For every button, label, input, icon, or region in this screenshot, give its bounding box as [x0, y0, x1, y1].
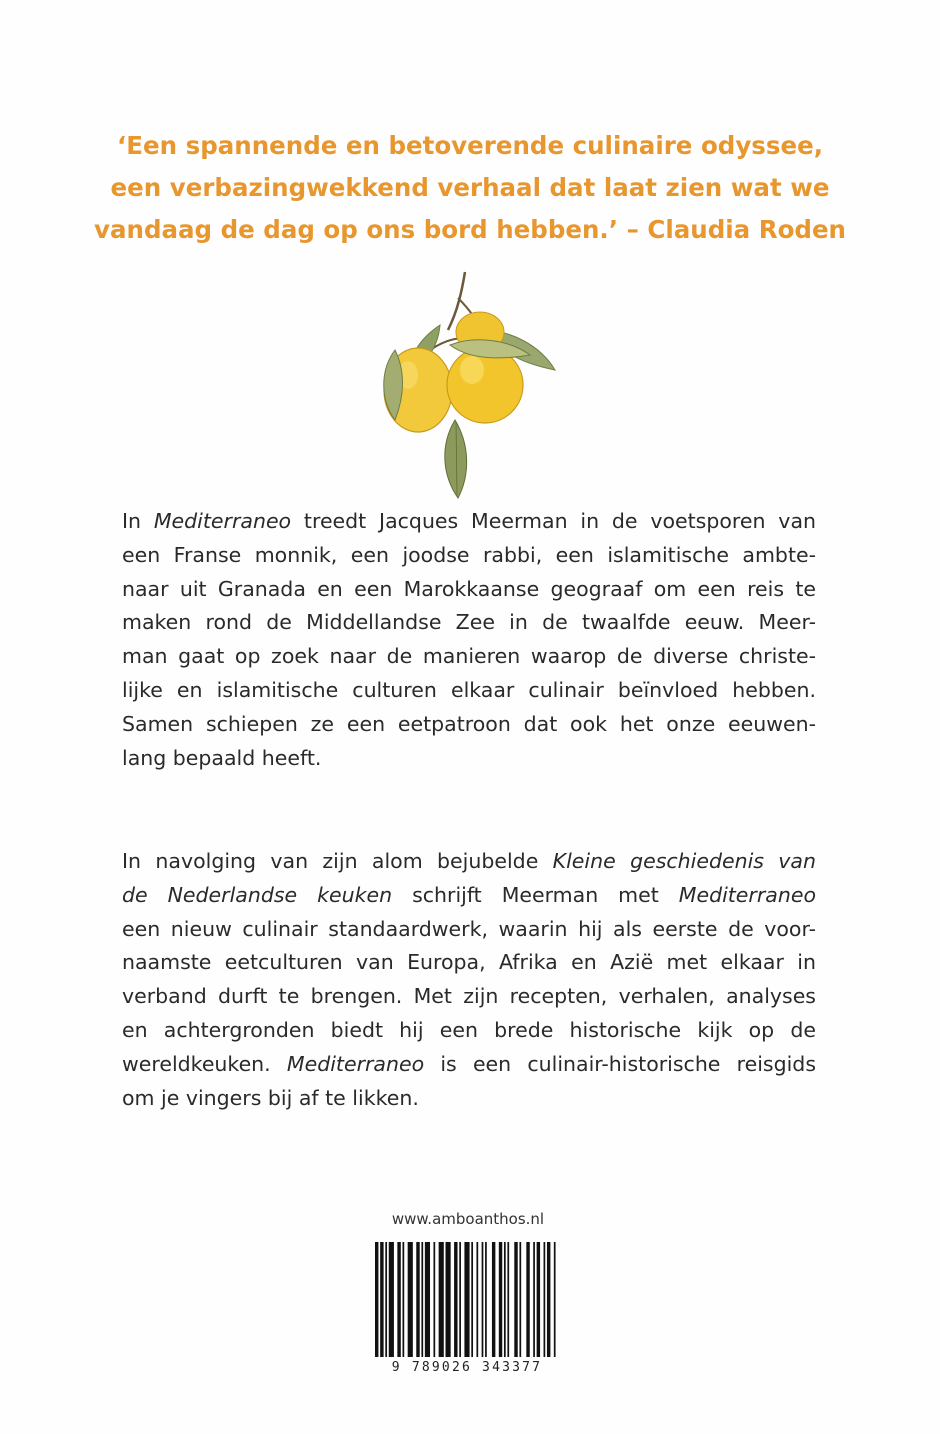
- barcode-bar: [385, 1242, 387, 1357]
- barcode-bar: [397, 1242, 400, 1357]
- paragraph-line: [122, 505, 816, 539]
- barcode-bar: [454, 1242, 457, 1357]
- paragraph-line: [122, 674, 816, 708]
- publisher-url: www.amboanthos.nl: [391, 1210, 545, 1228]
- quote-line: vandaag de dag op ons bord hebben.’ – Claudia Roden: [94, 215, 846, 244]
- text-segment: en achtergronden biedt hij een brede historische kijk op de: [122, 1017, 816, 1042]
- text-segment: schrijft Meerman met: [392, 882, 679, 907]
- description-paragraph-2: [122, 845, 816, 1115]
- text-segment: is een culinair-historische reisgids: [424, 1051, 817, 1076]
- book-title-italic: Mediterraneo: [678, 882, 816, 907]
- barcode-bar: [464, 1242, 469, 1357]
- barcode-bar: [533, 1242, 535, 1357]
- paragraph-line: [122, 539, 816, 573]
- lemons-illustration-icon: [370, 270, 570, 500]
- barcode-bar: [526, 1242, 529, 1357]
- text-segment: man gaat op zoek naar de manieren waarop de diverse christe-: [122, 644, 816, 669]
- text-segment: In navolging van zijn alom bejubelde: [122, 849, 553, 873]
- text-segment: treedt Jacques Meerman in de voetsporen van: [291, 509, 816, 533]
- text-segment: naamste eetculturen van Europa, Afrika en Azië met elkaar in: [122, 950, 816, 975]
- text-segment: verband durft te brengen. Met zijn recepten, verhalen, analyses: [122, 984, 816, 1009]
- paragraph-line: [122, 1014, 816, 1048]
- paragraph-line: [122, 573, 816, 607]
- barcode-bar: [403, 1242, 405, 1357]
- text-segment: lijke en islamitische culturen elkaar culinair beïnvloed hebben.: [122, 677, 816, 702]
- barcode-bar: [544, 1242, 546, 1357]
- barcode-bar: [433, 1242, 435, 1357]
- paragraph-line: [122, 980, 816, 1014]
- barcode-bar: [380, 1242, 383, 1357]
- barcode-bar: [504, 1242, 506, 1357]
- book-title-italic: Kleine geschiedenis van: [552, 849, 816, 873]
- quote-line: ‘Een spannende en betoverende culinaire odyssee,: [116, 131, 823, 160]
- barcode-bar: [459, 1242, 461, 1357]
- paragraph-line: [122, 845, 816, 879]
- barcode-bar: [446, 1242, 451, 1357]
- isbn-number: 9 789026 343377: [391, 1360, 543, 1375]
- paragraph-line: [122, 1048, 816, 1082]
- description-paragraph-1: [122, 505, 816, 775]
- barcode-bar: [425, 1242, 430, 1357]
- book-title-italic: de Nederlandse keuken: [122, 882, 393, 907]
- barcode-bar: [389, 1242, 394, 1357]
- barcode-bar: [408, 1242, 413, 1357]
- text-segment: een Franse monnik, een joodse rabbi, een islamitische ambte-: [122, 542, 816, 567]
- barcode-bar: [485, 1242, 487, 1357]
- text-segment: wereldkeuken.: [122, 1051, 287, 1076]
- text-segment: In: [122, 509, 154, 533]
- barcode-bar: [514, 1242, 517, 1357]
- paragraph-line: [122, 606, 816, 640]
- paragraph-line: [122, 1082, 816, 1116]
- paragraph-line: [122, 913, 816, 947]
- paragraph-line: [122, 879, 816, 913]
- barcode-bar: [554, 1242, 556, 1357]
- text-segment: Samen schiepen ze een eetpatroon dat ook het onze eeuwen-: [122, 711, 816, 736]
- paragraph-line: [122, 946, 816, 980]
- barcode-bar: [439, 1242, 444, 1357]
- paragraph-line: [122, 640, 816, 674]
- text-segment: maken rond de Middellandse Zee in de twaalfde eeuw. Meer-: [122, 610, 816, 635]
- barcode-bar: [547, 1242, 550, 1357]
- barcode-bar: [471, 1242, 473, 1357]
- barcode-bar: [375, 1242, 378, 1357]
- barcode-bar: [492, 1242, 495, 1357]
- book-title-italic: Mediterraneo: [286, 1051, 425, 1076]
- barcode-bar: [416, 1242, 419, 1357]
- paragraph-line: [122, 742, 816, 776]
- barcode-icon: [375, 1242, 559, 1357]
- barcode-bar: [519, 1242, 521, 1357]
- text-segment: een nieuw culinair standaardwerk, waarin hij als eerste de voor-: [122, 916, 816, 941]
- text-segment: naar uit Granada en een Marokkaanse geograaf om een reis te: [122, 576, 816, 601]
- text-segment: om je vingers bij af te likken.: [122, 1085, 419, 1110]
- barcode-bar: [507, 1242, 509, 1357]
- barcode-bar: [499, 1242, 502, 1357]
- barcode-bar: [421, 1242, 423, 1357]
- text-segment: lang bepaald heeft.: [122, 745, 322, 770]
- quote-line: een verbazingwekkend verhaal dat laat zien wat we: [110, 173, 830, 202]
- barcode-bar: [476, 1242, 478, 1357]
- barcode-bar: [482, 1242, 484, 1357]
- book-title-italic: Mediterraneo: [153, 509, 292, 533]
- review-quote: [80, 125, 860, 251]
- barcode-bar: [537, 1242, 540, 1357]
- paragraph-line: [122, 708, 816, 742]
